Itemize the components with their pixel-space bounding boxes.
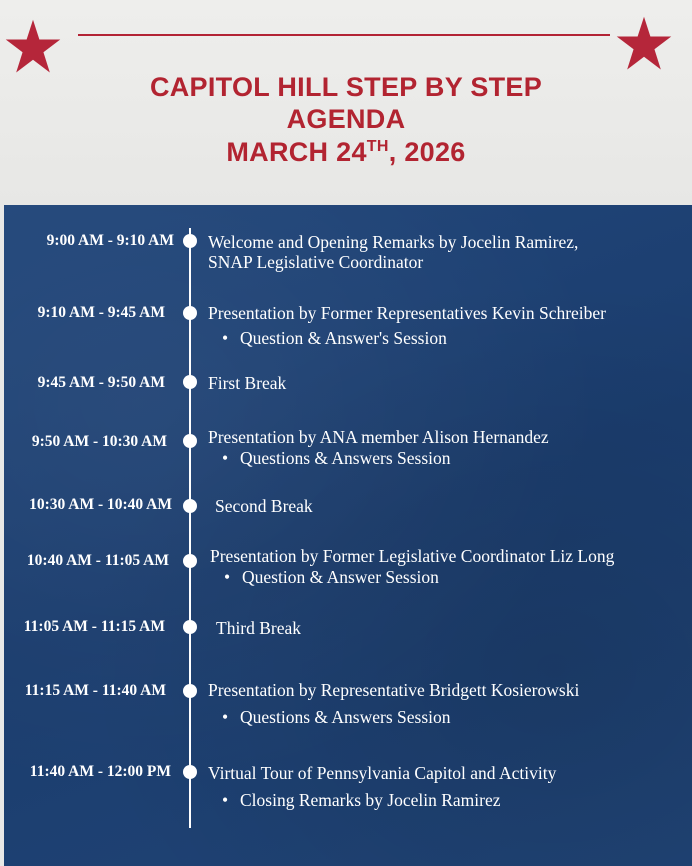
bullet-text: Questions & Answers Session [240, 448, 451, 468]
agenda-time: 9:45 AM - 9:50 AM [37, 374, 165, 391]
bullet-icon: • [224, 567, 231, 587]
page-title: CAPITOL HILL STEP BY STEP [149, 72, 543, 102]
agenda-bullet [224, 567, 439, 588]
timeline-dot [183, 306, 197, 320]
panel-edge [0, 205, 4, 866]
agenda-title: Presentation by ANA member Alison Hernandez [208, 427, 549, 447]
agenda-title: Welcome and Opening Remarks by Jocelin Ramirez, [208, 232, 579, 252]
timeline-dot [183, 765, 197, 779]
timeline-dot [183, 434, 197, 448]
agenda-time: 9:00 AM - 9:10 AM [46, 232, 174, 249]
agenda-time: 11:05 AM - 11:15 AM [23, 618, 165, 635]
agenda-title: Presentation by Former Representatives Kevin Schreiber [208, 303, 607, 323]
bullet-icon: • [222, 328, 229, 348]
timeline-dot [183, 234, 197, 248]
event-date [0, 137, 692, 172]
agenda-time: 9:50 AM - 10:30 AM [31, 433, 167, 450]
agenda-time: 9:10 AM - 9:45 AM [37, 304, 165, 321]
bullet-icon: • [222, 448, 229, 468]
date-ordinal: TH [366, 138, 389, 155]
timeline-dot [183, 620, 197, 634]
agenda-title: Presentation by Representative Bridgett Kosierowski [208, 680, 580, 700]
bullet-text: Closing Remarks by Jocelin Ramirez [240, 790, 501, 810]
agenda-title: Second Break [215, 496, 313, 516]
agenda-time: 10:30 AM - 10:40 AM [29, 496, 172, 513]
timeline-dot [183, 554, 197, 568]
page-subtitle: AGENDA [286, 104, 406, 134]
bullet-text: Question & Answer's Session [240, 328, 447, 348]
agenda-title: Third Break [216, 618, 302, 638]
timeline-dot [183, 499, 197, 513]
agenda-bullet [222, 707, 451, 728]
bullet-text: Question & Answer Session [242, 567, 439, 587]
date-prefix: MARCH 24 [226, 137, 367, 167]
agenda-bullet [222, 448, 451, 469]
agenda-title-continued: SNAP Legislative Coordinator [208, 252, 424, 272]
timeline-dot [183, 375, 197, 389]
agenda-title: Virtual Tour of Pennsylvania Capitol and Activity [208, 763, 557, 783]
bullet-icon: • [222, 790, 229, 810]
agenda-bullet [222, 790, 501, 811]
date-suffix: , 2026 [388, 137, 466, 167]
agenda-title: First Break [208, 373, 287, 393]
agenda-title: Presentation by Former Legislative Coordinator Liz Long [210, 546, 615, 566]
header-divider [78, 34, 610, 36]
star-icon [4, 18, 62, 76]
bullet-text: Questions & Answers Session [240, 707, 451, 727]
agenda-time: 11:40 AM - 12:00 PM [29, 763, 171, 780]
bullet-icon: • [222, 707, 229, 727]
agenda-time: 10:40 AM - 11:05 AM [26, 552, 169, 569]
agenda-bullet [222, 328, 447, 349]
agenda-time: 11:15 AM - 11:40 AM [24, 682, 166, 699]
star-icon [615, 15, 673, 73]
header-band [0, 0, 692, 205]
timeline-dot [183, 684, 197, 698]
